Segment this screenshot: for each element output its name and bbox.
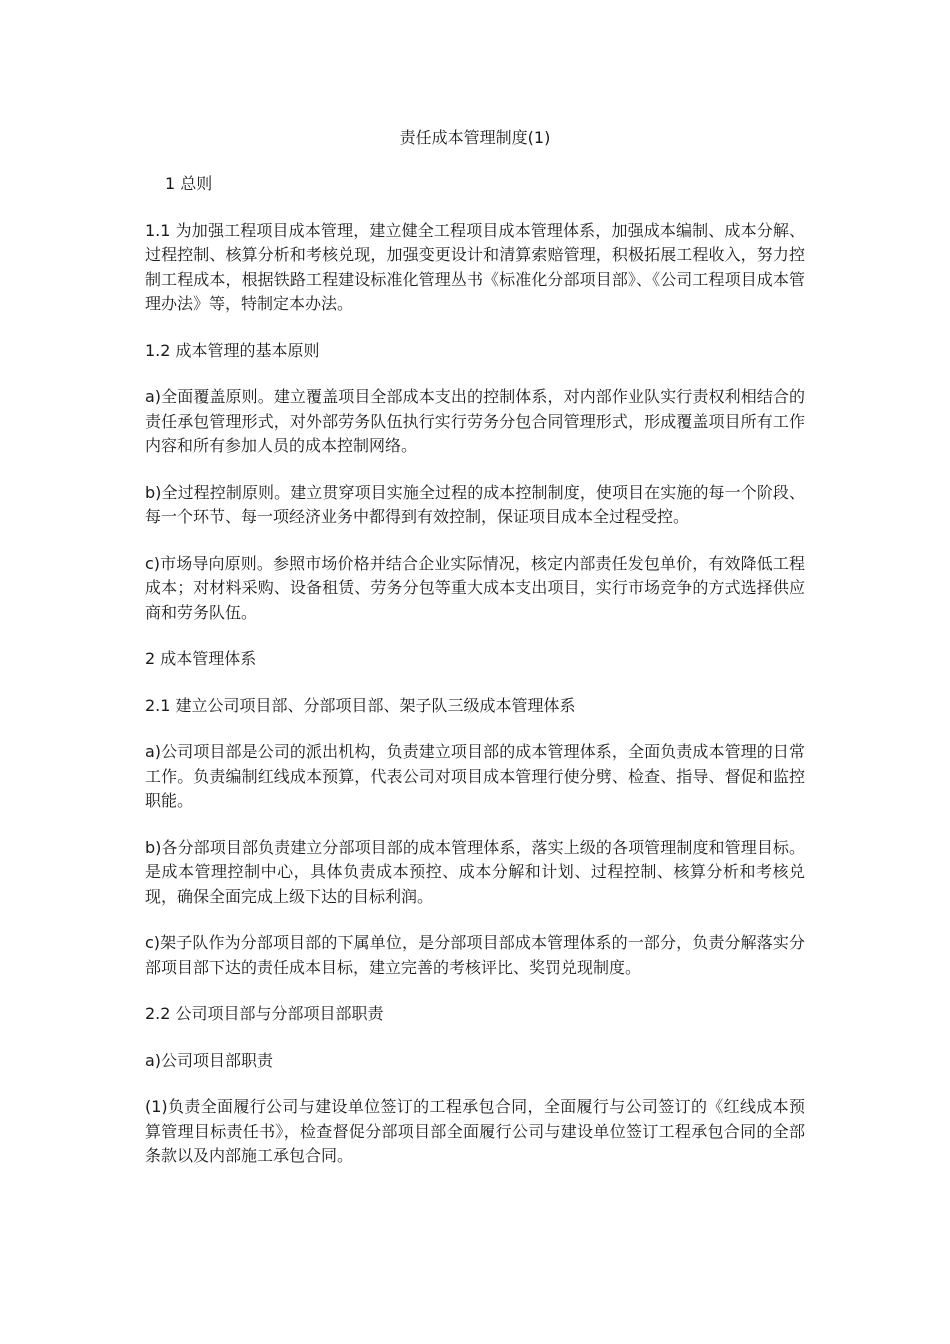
paragraph-principle-b: b)全过程控制原则。建立贯穿项目实施全过程的成本控制制度，使项目在实施的每一个阶段、每一个环节、每一项经济业务中都得到有效控制，保证项目成本全过程受控。 (145, 482, 805, 526)
paragraph-principle-a: a)全面覆盖原则。建立覆盖项目全部成本支出的控制体系，对内部作业队实行责权利相结合的责任承包管理形式，对外部劳务队伍执行实行劳务分包合同管理形式，形成覆盖项目所有工作内容和所有参加人员的成本控制网络。 (145, 387, 805, 455)
document-title: 责任成本管理制度(1) (399, 128, 551, 147)
subsection-heading-1-2: 1.2 成本管理的基本原则 (145, 340, 320, 360)
paragraph-duty-1: (1)负责全面履行公司与建设单位签订的工程承包合同，全面履行与公司签订的《红线成本预算管理目标责任书》，检查督促分部项目部全面履行公司与建设单位签订工程承包合同的全部条款以及内部施工承包合同。 (145, 1097, 805, 1165)
paragraph-duties-a: a)公司项目部职责 (145, 1050, 274, 1070)
paragraph-system-b: b)各分部项目部负责建立分部项目部的成本管理体系，落实上级的各项管理制度和管理目标。是成本管理控制中心，具体负责成本预控、成本分解和计划、过程控制、核算分析和考核兑现，确保全面完成上级下达的目标利润。 (145, 837, 805, 906)
paragraph-system-a: a)公司项目部是公司的派出机构，负责建立项目部的成本管理体系，全面负责成本管理的日常工作。负责编制红线成本预算，代表公司对项目成本管理行使分劈、检查、指导、督促和监控职能。 (145, 742, 805, 810)
paragraph-system-c: c)架子队作为分部项目部的下属单位，是分部项目部成本管理体系的一部分，负责分解落实分部项目部下达的责任成本目标，建立完善的考核评比、奖罚兑现制度。 (145, 933, 805, 977)
subsection-heading-2-2: 2.2 公司项目部与分部项目部职责 (145, 1004, 384, 1023)
section-heading-general: 1 总则 (165, 174, 213, 193)
subsection-heading-2-1: 2.1 建立公司项目部、分部项目部、架子队三级成本管理体系 (145, 695, 576, 715)
section-heading-system: 2 成本管理体系 (145, 649, 257, 668)
document-body (145, 172, 805, 1191)
paragraph-principle-c: c)市场导向原则。参照市场价格并结合企业实际情况，核定内部责任发包单价，有效降低工程成本；对材料采购、设备租赁、劳务分包等重大成本支出项目，实行市场竞争的方式选择供应商和劳务队伍。 (145, 553, 805, 622)
paragraph-1-1: 1.1 为加强工程项目成本管理，建立健全工程项目成本管理体系，加强成本编制、成本分解、过程控制、核算分析和考核兑现，加强变更设计和清算索赔管理，积极拓展工程收入，努力控制工程成本，根据铁路工程建设标准化管理丛书《标准化分部项目部》、《公司工程项目成本管理办法》等，特制定本办法。 (145, 220, 805, 313)
